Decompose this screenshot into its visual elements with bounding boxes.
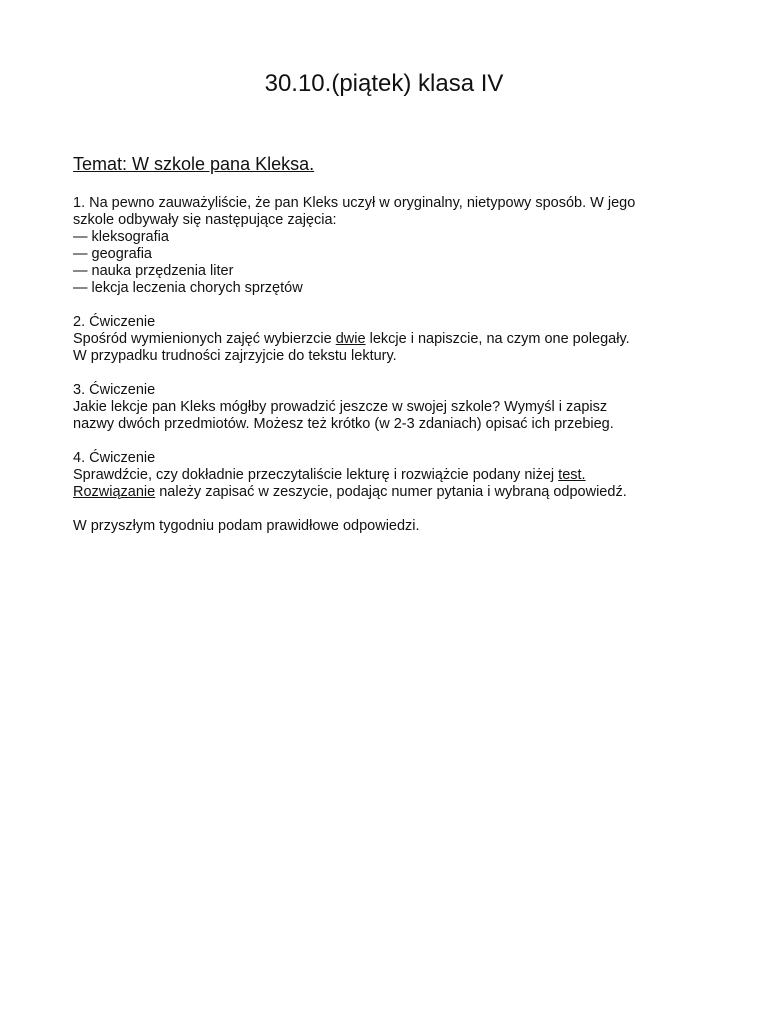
section-3-line-1: Jakie lekcje pan Kleks mógłby prowadzić jeszcze w swojej szkole? Wymyśl i zapisz (73, 399, 608, 415)
section-4 (73, 450, 713, 501)
section-4-heading: 4. Ćwiczenie (73, 450, 156, 466)
section-1-line-2: szkole odbywały się następujące zajęcia: (73, 212, 337, 228)
section-2-text-post: lekcje i napiszcie, na czym one polegały. (365, 331, 630, 347)
section-4-line-1 (73, 467, 713, 484)
section-2-line-1 (73, 331, 713, 348)
section-4-text-pre: Sprawdźcie, czy dokładnie przeczytaliście lekturę i rozwiążcie podany niżej (73, 467, 559, 483)
section-2-text-pre: Spośród wymienionych zajęć wybierzcie (73, 331, 336, 347)
section-3-line-2: nazwy dwóch przedmiotów. Możesz też krótko (w 2-3 zdaniach) opisać ich przebieg. (73, 416, 614, 432)
list-item-przedzenie-liter: — nauka przędzenia liter (73, 263, 234, 279)
section-3-heading: 3. Ćwiczenie (73, 382, 156, 398)
closing-line: W przyszłym tygodniu podam prawidłowe odpowiedzi. (73, 518, 420, 534)
section-4-line-2 (73, 484, 713, 501)
section-1-line-1: 1. Na pewno zauważyliście, że pan Kleks uczył w oryginalny, nietypowy sposób. W jego (73, 195, 636, 211)
section-2 (73, 314, 713, 365)
list-item-kleksografia: — kleksografia (73, 229, 169, 245)
page-title: 30.10.(piątek) klasa IV (264, 70, 504, 97)
section-3 (73, 382, 713, 433)
test-link[interactable]: test. (558, 467, 586, 483)
section-4-text-post: należy zapisać w zeszycie, podając numer pytania i wybraną odpowiedź. (155, 484, 627, 500)
section-2-heading: 2. Ćwiczenie (73, 314, 156, 330)
emphasis-dwie: dwie (335, 331, 366, 347)
section-2-line-2: W przypadku trudności zajrzyjcie do tekstu lektury. (73, 348, 397, 364)
emphasis-rozwiazanie: Rozwiązanie (73, 484, 156, 500)
list-item-geografia: — geografia (73, 246, 152, 262)
list-item-leczenie-sprzetow: — lekcja leczenia chorych sprzętów (73, 280, 303, 296)
closing-note (73, 518, 713, 535)
section-1 (73, 195, 713, 297)
document-content (73, 152, 713, 552)
lesson-topic: Temat: W szkole pana Kleksa. (73, 154, 315, 174)
